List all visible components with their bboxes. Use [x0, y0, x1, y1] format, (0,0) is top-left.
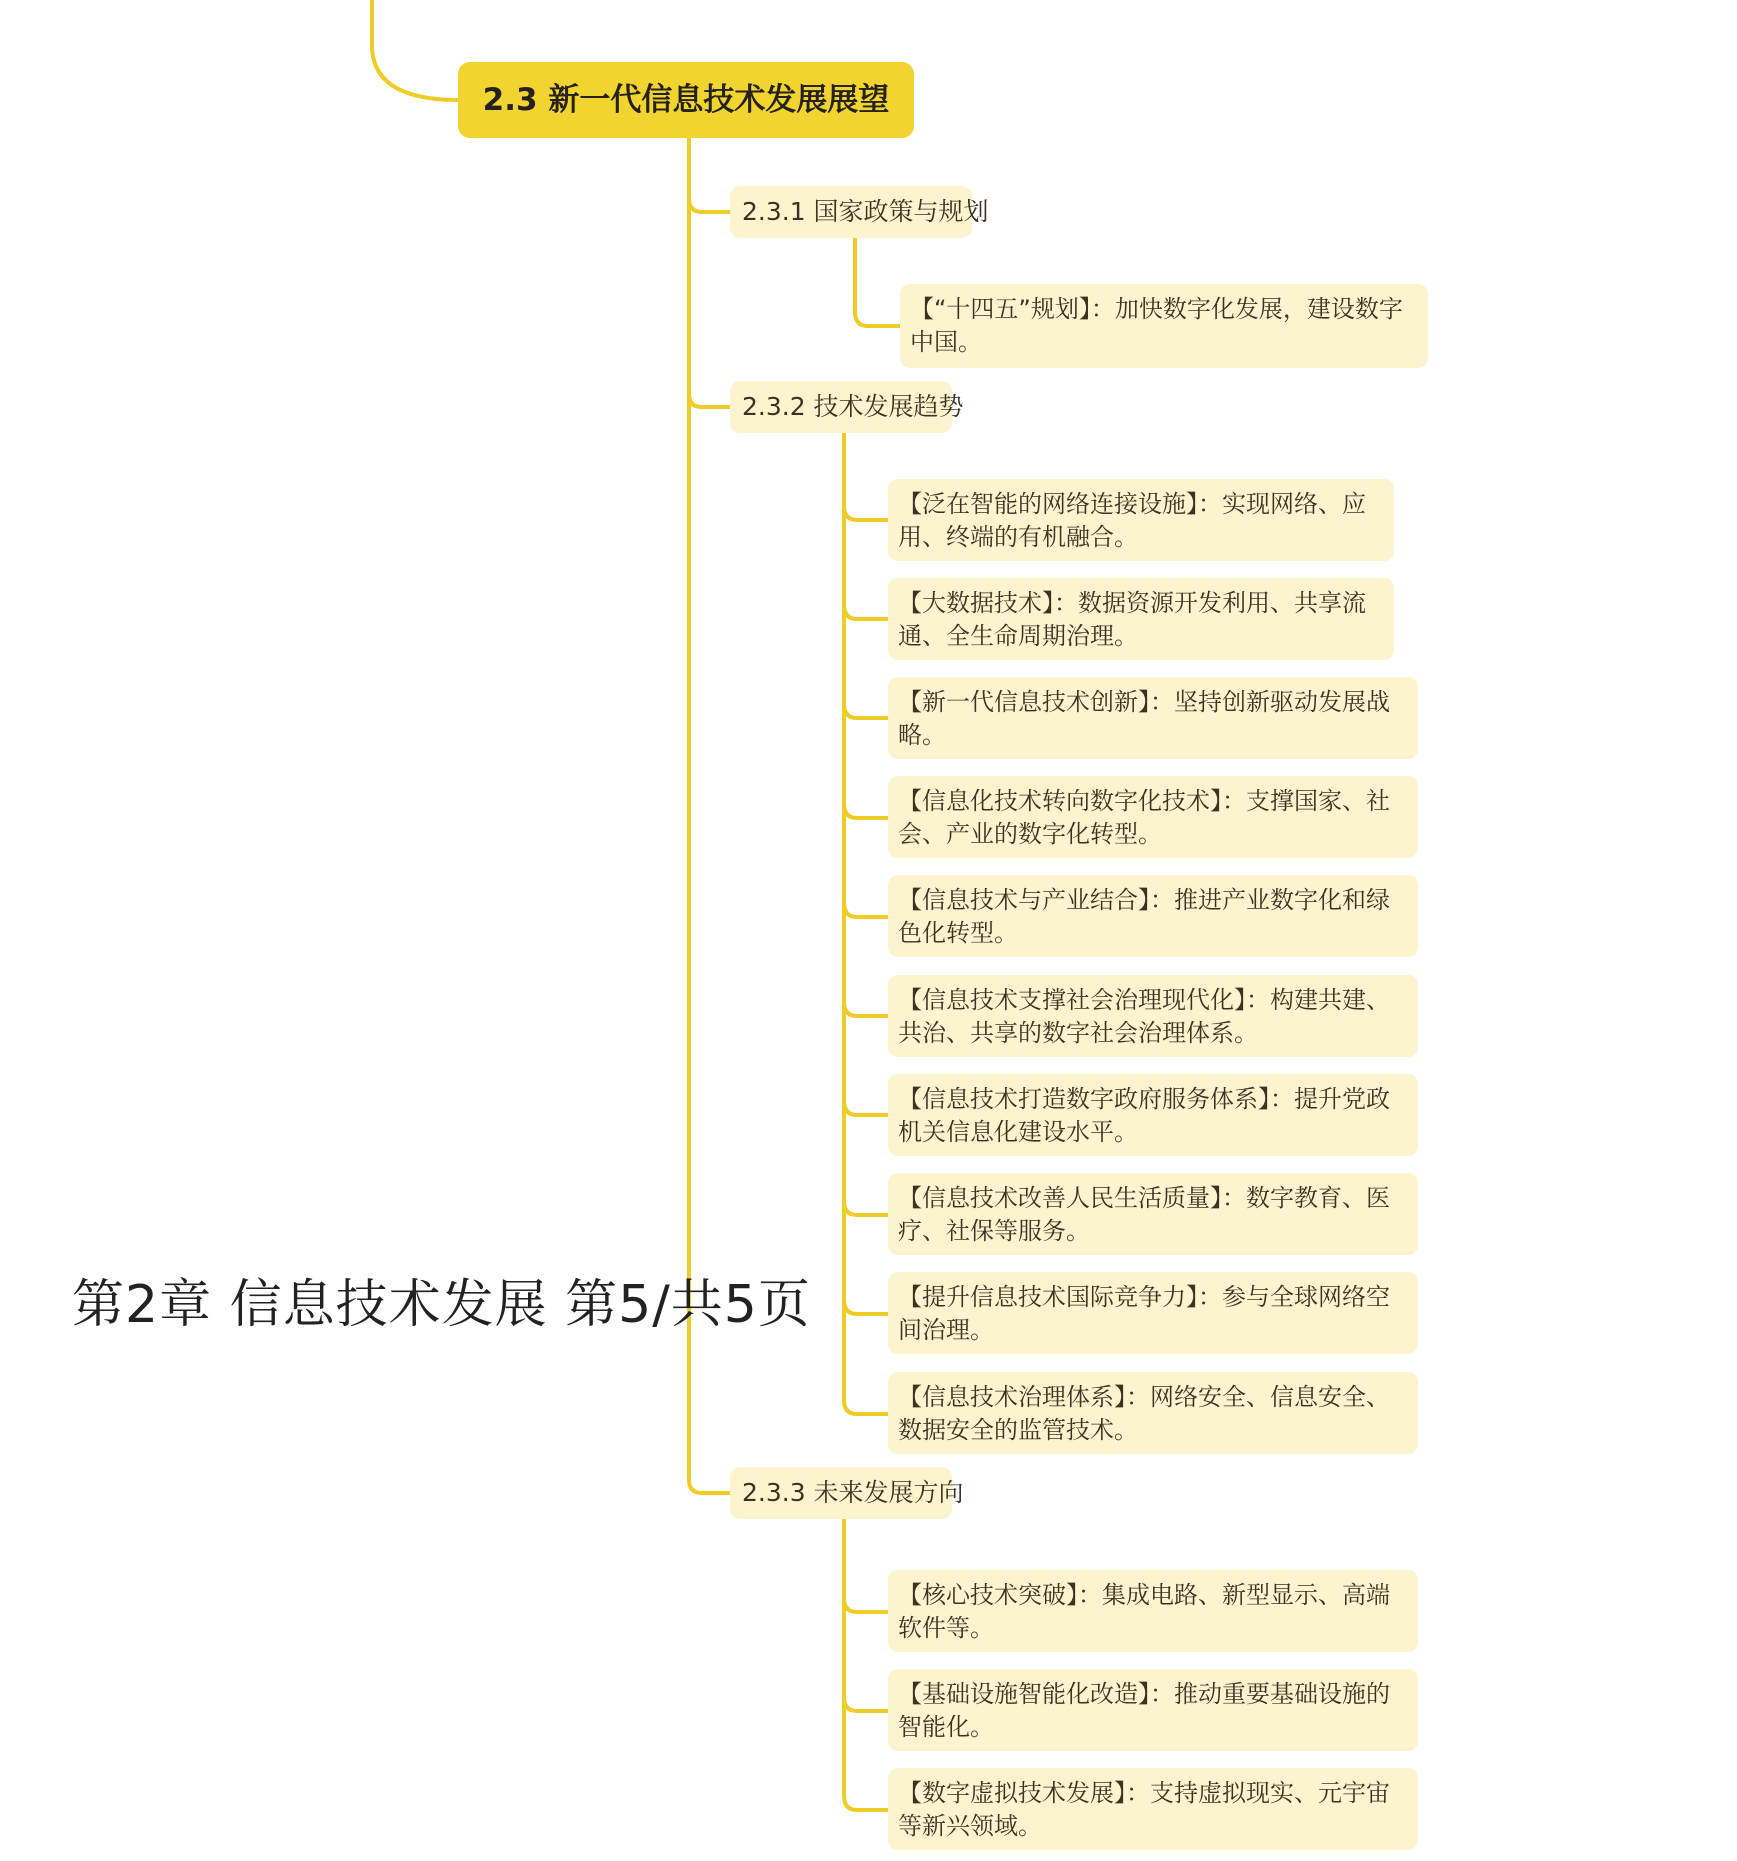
- leaf-node-digitalization[interactable]: 【信息化技术转向数字化技术】：支撑国家、社会、产业的数字化转型。: [888, 776, 1418, 858]
- leaf-node-governance-system[interactable]: 【信息技术治理体系】：网络安全、信息安全、数据安全的监管技术。: [888, 1372, 1418, 1454]
- page-footer: 第2章 信息技术发展 第5/共5页: [72, 1275, 811, 1335]
- connector-232-branch: [844, 903, 888, 917]
- leaf-node-virtual-tech[interactable]: 【数字虚拟技术发展】：支持虚拟现实、元宇宙等新兴领域。: [888, 1768, 1418, 1850]
- leaf-node-quality-of-life[interactable]: 【信息技术改善人民生活质量】：数字教育、医疗、社保等服务。: [888, 1173, 1418, 1255]
- connector-232-branch: [844, 704, 888, 718]
- leaf-node-core-tech-breakthrough[interactable]: 【核心技术突破】：集成电路、新型显示、高端软件等。: [888, 1570, 1418, 1652]
- connector-incoming-root: [372, 0, 458, 100]
- leaf-node-ubiquitous-network[interactable]: 【泛在智能的网络连接设施】：实现网络、应用、终端的有机融合。: [888, 479, 1394, 561]
- connector-232-branch: [844, 506, 888, 520]
- connector-232-trunk: [844, 433, 888, 1414]
- leaf-node-14th-five-year-plan[interactable]: 【“十四五”规划】：加快数字化发展，建设数字中国。: [900, 284, 1428, 368]
- connector-232-branch: [844, 1101, 888, 1115]
- leaf-node-it-innovation[interactable]: 【新一代信息技术创新】：坚持创新驱动发展战略。: [888, 677, 1418, 759]
- connector-233-trunk: [844, 1519, 888, 1810]
- leaf-node-infrastructure-upgrade[interactable]: 【基础设施智能化改造】：推动重要基础设施的智能化。: [888, 1669, 1418, 1751]
- connector-233-branch: [844, 1697, 888, 1711]
- connector-233-branch: [844, 1598, 888, 1612]
- section-node-2-3-2[interactable]: 2.3.2 技术发展趋势: [730, 381, 952, 433]
- section-node-2-3-1[interactable]: 2.3.1 国家政策与规划: [730, 186, 972, 238]
- section-node-2-3-3[interactable]: 2.3.3 未来发展方向: [730, 1467, 952, 1519]
- leaf-node-international-competitiveness[interactable]: 【提升信息技术国际竞争力】：参与全球网络空间治理。: [888, 1272, 1418, 1354]
- connector-232-branch: [844, 1300, 888, 1314]
- leaf-node-social-governance[interactable]: 【信息技术支撑社会治理现代化】：构建共建、共治、共享的数字社会治理体系。: [888, 975, 1418, 1057]
- leaf-node-digital-government[interactable]: 【信息技术打造数字政府服务体系】：提升党政机关信息化建设水平。: [888, 1074, 1418, 1156]
- connector-232-branch: [844, 1201, 888, 1215]
- root-node-title[interactable]: 2.3 新一代信息技术发展展望: [458, 62, 914, 138]
- connector-root-to-232: [689, 394, 730, 407]
- connector-232-branch: [844, 804, 888, 818]
- connector-root-to-231: [689, 198, 730, 212]
- connector-232-branch: [844, 605, 888, 619]
- connector-232-branch: [844, 1002, 888, 1016]
- leaf-node-big-data[interactable]: 【大数据技术】：数据资源开发利用、共享流通、全生命周期治理。: [888, 578, 1394, 660]
- leaf-node-industry-integration[interactable]: 【信息技术与产业结合】：推进产业数字化和绿色化转型。: [888, 875, 1418, 957]
- connector-231-to-leaf: [855, 238, 900, 326]
